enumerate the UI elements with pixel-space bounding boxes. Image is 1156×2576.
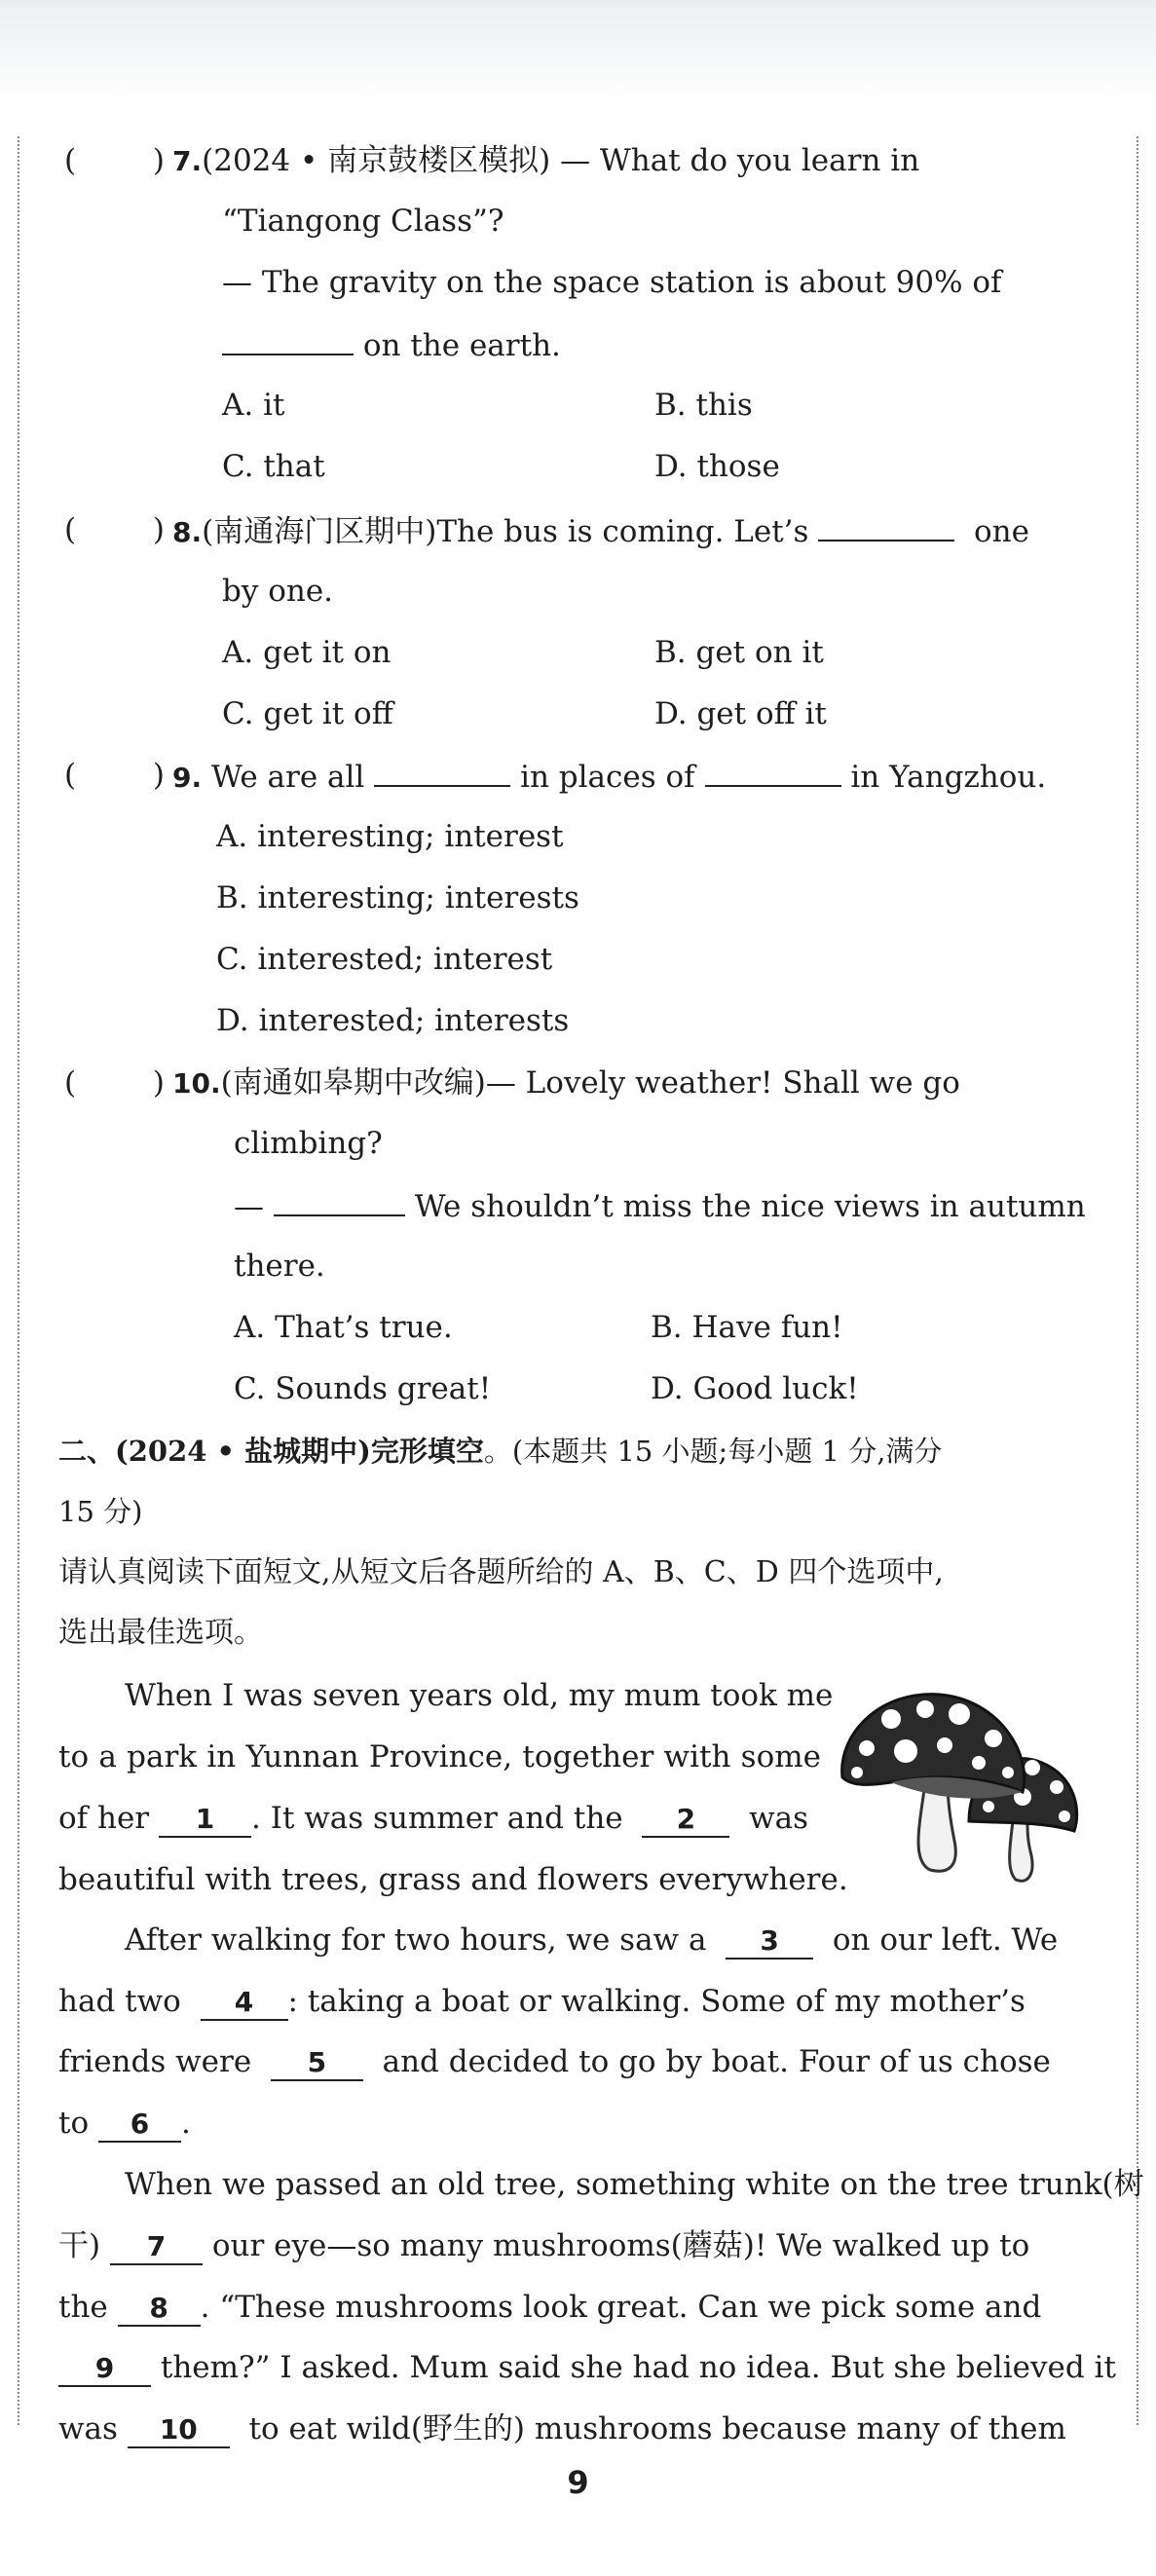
passage-p2-line4 — [58, 2104, 191, 2143]
q7-source: (2024 • 南京鼓楼区模拟) — [202, 143, 551, 178]
q8-number: 8. — [172, 516, 203, 548]
passage-p1-line4: beautiful with trees, grass and flowers everywhere. — [58, 1862, 848, 1897]
passage-p1-line3 — [58, 1799, 808, 1838]
q8-text-b: one — [974, 514, 1029, 549]
q7-option-a: A. it — [222, 388, 285, 423]
section2-heading-score: 15 分) — [58, 1495, 143, 1528]
q10-dash: — — [234, 1189, 264, 1224]
answer-paren-q8[interactable]: ( ) — [64, 512, 166, 547]
p3-text-e: them?” I asked. Mum said she had no idea. But she believed it — [160, 2350, 1116, 2385]
q7-line3: — The gravity on the space station is about 90% of — [222, 265, 1002, 300]
q9-text-b: in places of — [520, 760, 695, 795]
q8-blank[interactable] — [818, 510, 954, 541]
left-margin-line — [18, 136, 19, 2425]
q8-option-c: C. get it off — [222, 696, 393, 731]
q10-option-b: B. Have fun! — [651, 1310, 843, 1345]
p2-text-d: : taking a boat or walking. Some of my mother’s — [287, 1984, 1025, 2019]
p3-text-g: to eat wild(野生的) mushrooms because many of them — [248, 2411, 1066, 2446]
q9-option-b: B. interesting; interests — [216, 880, 579, 915]
p1-text-b: . It was summer and the — [250, 1801, 623, 1836]
blank-2[interactable]: 2 — [642, 1803, 729, 1838]
passage-p1-line2: to a park in Yunnan Province, together with some — [58, 1739, 821, 1774]
q7-line4-text: on the earth. — [362, 328, 561, 363]
q7-option-c: C. that — [222, 449, 325, 484]
passage-p3-line5 — [58, 2409, 1066, 2448]
q9-option-a: A. interesting; interest — [216, 819, 564, 854]
q8-line1 — [172, 510, 1029, 552]
q9-text-a: We are all — [210, 760, 365, 795]
mushroom-illustration — [833, 1675, 1086, 1889]
q8-text-a: The bus is coming. Let’s — [436, 514, 809, 549]
right-margin-line — [1137, 136, 1138, 2425]
q10-option-d: D. Good luck! — [651, 1371, 859, 1406]
passage-p3-line3 — [58, 2288, 1041, 2327]
p2-text-f: and decided to go by boat. Four of us chose — [382, 2044, 1051, 2079]
p3-text-d: . “These mushrooms look great. Can we pick some and — [200, 2290, 1042, 2325]
p3-text-f: was — [58, 2411, 118, 2446]
top-shadow — [0, 0, 1156, 107]
q9-number: 9. — [172, 762, 203, 794]
passage-p3-line2 — [58, 2226, 1029, 2265]
answer-paren-q7[interactable]: ( ) — [64, 143, 166, 178]
blank-8[interactable]: 8 — [118, 2292, 201, 2327]
q8-line2: by one. — [222, 574, 334, 609]
section2-instruction-1: 请认真阅读下面短文,从短文后各题所给的 A、B、C、D 四个选项中, — [58, 1555, 944, 1589]
p3-text-a: 干) — [58, 2228, 101, 2263]
q10-option-a: A. That’s true. — [234, 1310, 453, 1345]
answer-paren-q9[interactable]: ( ) — [64, 758, 166, 793]
blank-1[interactable]: 1 — [159, 1803, 251, 1838]
p2-text-g: to — [58, 2106, 90, 2141]
blank-7[interactable]: 7 — [110, 2230, 203, 2265]
p2-text-e: friends were — [58, 2044, 252, 2079]
p1-text-c: was — [749, 1801, 809, 1836]
q8-option-b: B. get on it — [654, 635, 824, 670]
q10-text1: — Lovely weather! Shall we go — [485, 1065, 960, 1101]
q7-number: 7. — [172, 145, 203, 177]
q9-text-c: in Yangzhou. — [850, 760, 1047, 795]
q10-line2: climbing? — [234, 1126, 383, 1161]
blank-9[interactable]: 9 — [58, 2352, 151, 2387]
q7-blank[interactable] — [222, 324, 354, 355]
q7-option-d: D. those — [654, 449, 780, 484]
q10-number: 10. — [172, 1067, 221, 1100]
p3-text-c: the — [58, 2290, 108, 2325]
blank-6[interactable]: 6 — [98, 2108, 181, 2143]
section2-instruction-2: 选出最佳选项。 — [58, 1616, 263, 1650]
p3-text-b: our eye—so many mushrooms(蘑菇)! We walked up to — [211, 2228, 1030, 2263]
q10-line1 — [172, 1064, 960, 1103]
q9-line1 — [172, 756, 1046, 798]
blank-10[interactable]: 10 — [128, 2413, 230, 2448]
blank-4[interactable]: 4 — [201, 1986, 288, 2021]
passage-p2-line1 — [125, 1921, 1058, 1960]
section2-heading-prefix: 二、(2024 • 盐城期中) — [58, 1435, 371, 1468]
section2-heading-title: 完形填空 — [370, 1435, 484, 1468]
passage-p1-line1: When I was seven years old, my mum took me — [125, 1678, 834, 1713]
answer-paren-q10[interactable]: ( ) — [64, 1065, 166, 1101]
mushroom-icon — [842, 1695, 1077, 1882]
q7-line2: “Tiangong Class”? — [222, 204, 504, 239]
q10-source: (南通如皋期中改编) — [220, 1065, 486, 1101]
q8-option-a: A. get it on — [222, 635, 392, 670]
p2-text-b: on our left. We — [832, 1923, 1059, 1958]
q8-option-d: D. get off it — [654, 696, 827, 731]
q10-line4: there. — [234, 1249, 325, 1284]
q10-line3-text: We shouldn’t miss the nice views in autumn — [414, 1189, 1086, 1224]
q9-option-d: D. interested; interests — [216, 1003, 570, 1038]
q9-blank-1[interactable] — [374, 756, 510, 787]
q7-option-b: B. this — [654, 388, 753, 423]
section2-heading — [58, 1432, 942, 1471]
p2-text-c: had two — [58, 1984, 181, 2019]
passage-p3-line1: When we passed an old tree, something white on the tree trunk(树 — [125, 2167, 1144, 2202]
blank-3[interactable]: 3 — [726, 1924, 813, 1960]
q8-source: (南通海门区期中) — [202, 514, 437, 549]
section2-heading-note: 。(本题共 15 小题;每小题 1 分,满分 — [483, 1435, 943, 1468]
q10-blank[interactable] — [274, 1185, 405, 1216]
p2-text-a: After walking for two hours, we saw a — [125, 1923, 707, 1958]
passage-p2-line3 — [58, 2042, 1051, 2081]
q9-option-c: C. interested; interest — [216, 942, 553, 977]
q7-line1 — [172, 141, 919, 181]
p1-text-a: of her — [58, 1801, 150, 1836]
page-number: 9 — [567, 2464, 589, 2501]
q9-blank-2[interactable] — [705, 756, 841, 787]
passage-p3-line4 — [58, 2348, 1116, 2387]
passage-p2-line2 — [58, 1982, 1025, 2021]
blank-5[interactable]: 5 — [271, 2046, 363, 2081]
q7-line4 — [222, 324, 561, 365]
q10-line3 — [234, 1185, 1086, 1226]
q10-option-c: C. Sounds great! — [234, 1371, 492, 1406]
p2-text-h: . — [180, 2106, 191, 2141]
q7-text1: — What do you learn in — [560, 143, 920, 178]
